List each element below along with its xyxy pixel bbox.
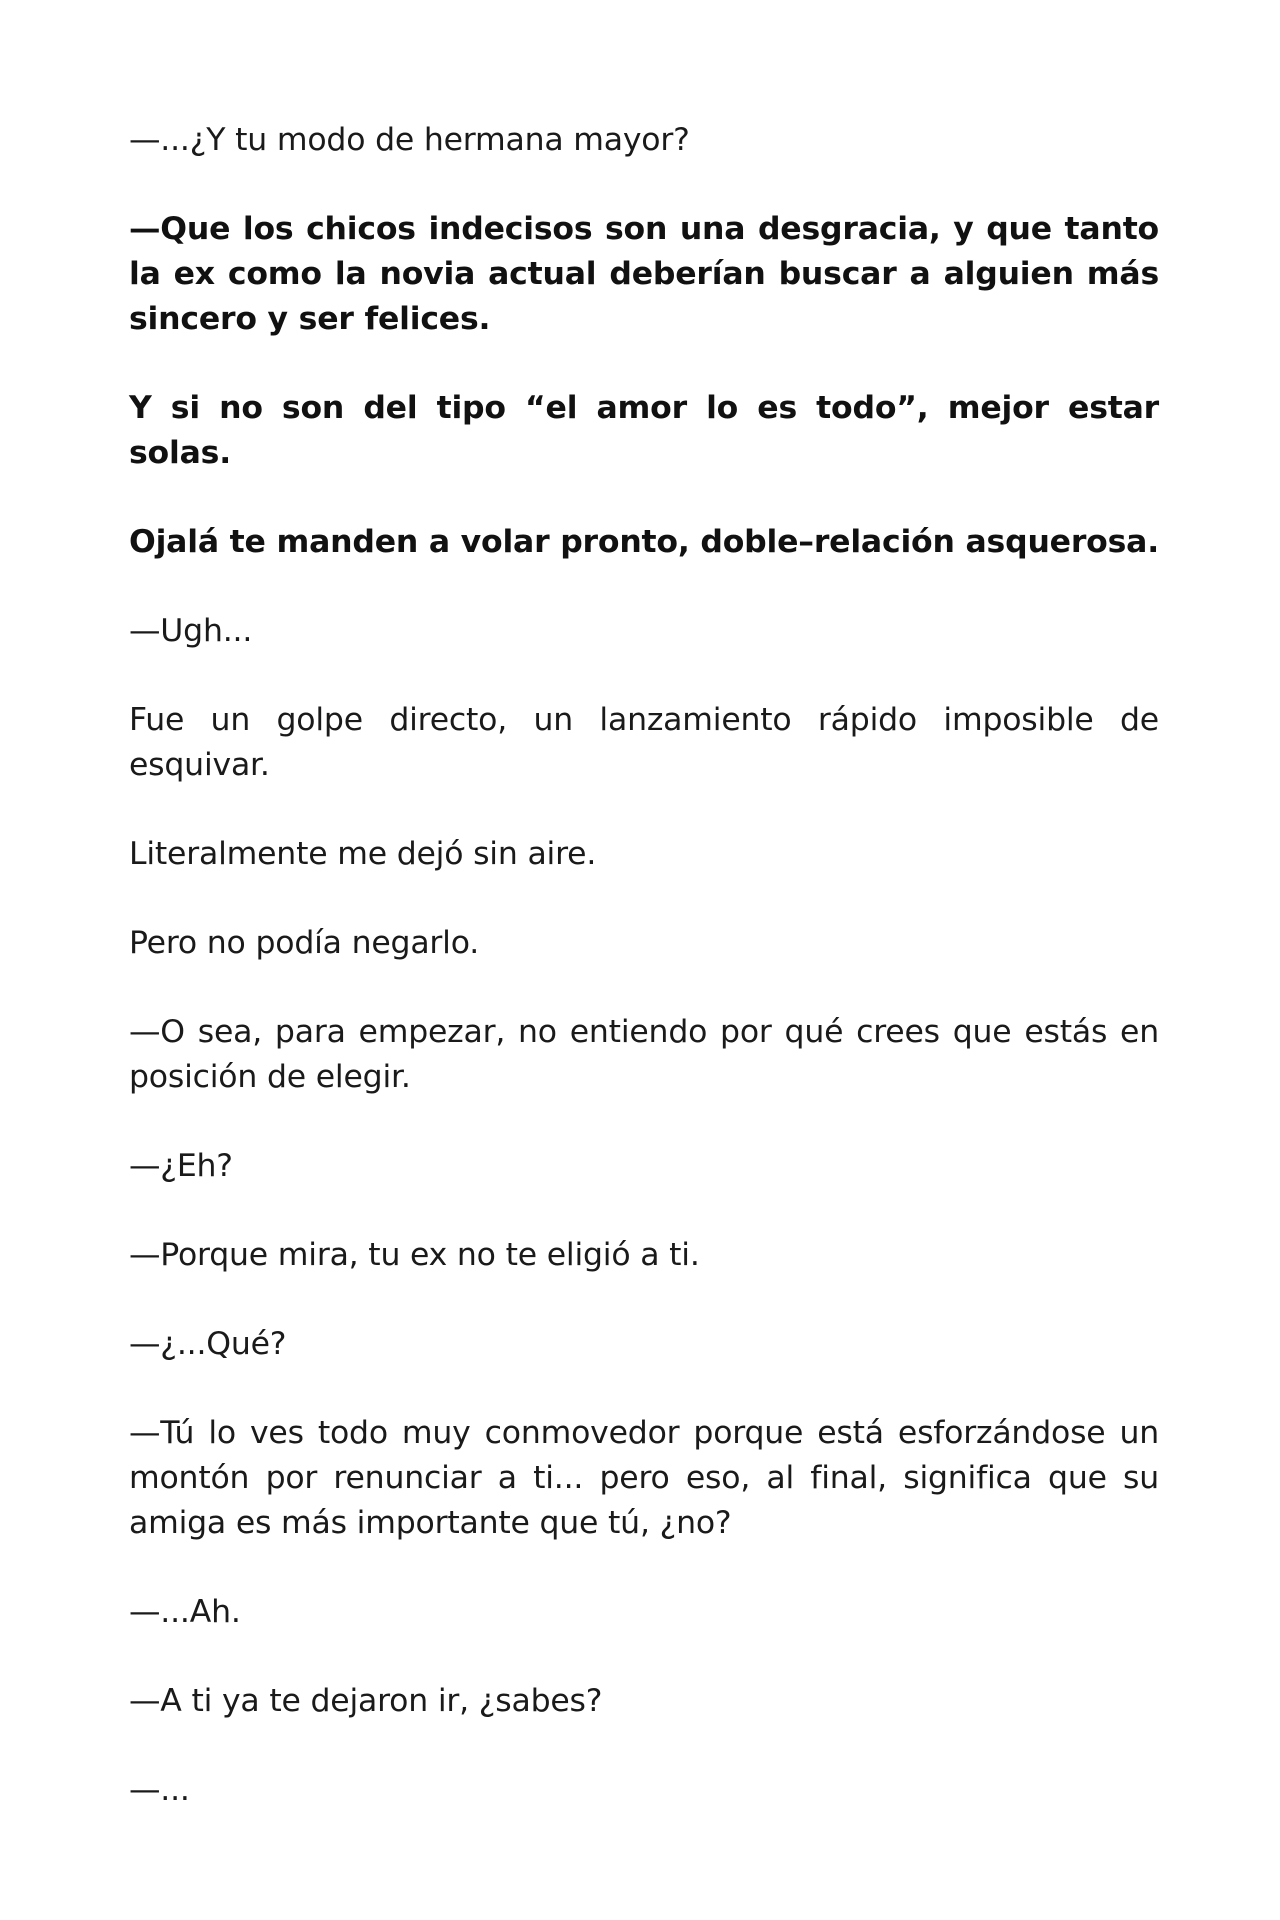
paragraph-6: Fue un golpe directo, un lanzamiento rápido imposible de esquivar.	[129, 702, 1159, 783]
paragraph-2: —Que los chicos indecisos son una desgracia, y que tanto la ex como la novia actual deberían buscar a alguien más sincero y ser felices.	[129, 211, 1159, 337]
paragraph-7: Literalmente me dejó sin aire.	[129, 836, 597, 872]
paragraph-13: —Tú lo ves todo muy conmovedor porque está esforzándose un montón por renunciar a ti... pero eso, al final, significa que su amiga es más importante que tú, ¿no?	[129, 1415, 1159, 1541]
paragraph-3: Y si no son del tipo “el amor lo es todo”, mejor estar solas.	[129, 390, 1159, 471]
paragraph-12: —¿...Qué?	[129, 1326, 287, 1362]
paragraph-4: Ojalá te manden a volar pronto, doble–relación asquerosa.	[129, 524, 1159, 560]
paragraph-1: —...¿Y tu modo de hermana mayor?	[129, 122, 690, 158]
document-page	[129, 118, 1159, 1813]
paragraph-16: —...	[129, 1772, 190, 1808]
paragraph-5: —Ugh...	[129, 613, 253, 649]
paragraph-15: —A ti ya te dejaron ir, ¿sabes?	[129, 1683, 603, 1719]
paragraph-10: —¿Eh?	[129, 1148, 233, 1184]
paragraph-9: —O sea, para empezar, no entiendo por qué crees que estás en posición de elegir.	[129, 1014, 1159, 1095]
paragraph-8: Pero no podía negarlo.	[129, 925, 480, 961]
paragraph-11: —Porque mira, tu ex no te eligió a ti.	[129, 1237, 700, 1273]
paragraph-14: —...Ah.	[129, 1594, 241, 1630]
